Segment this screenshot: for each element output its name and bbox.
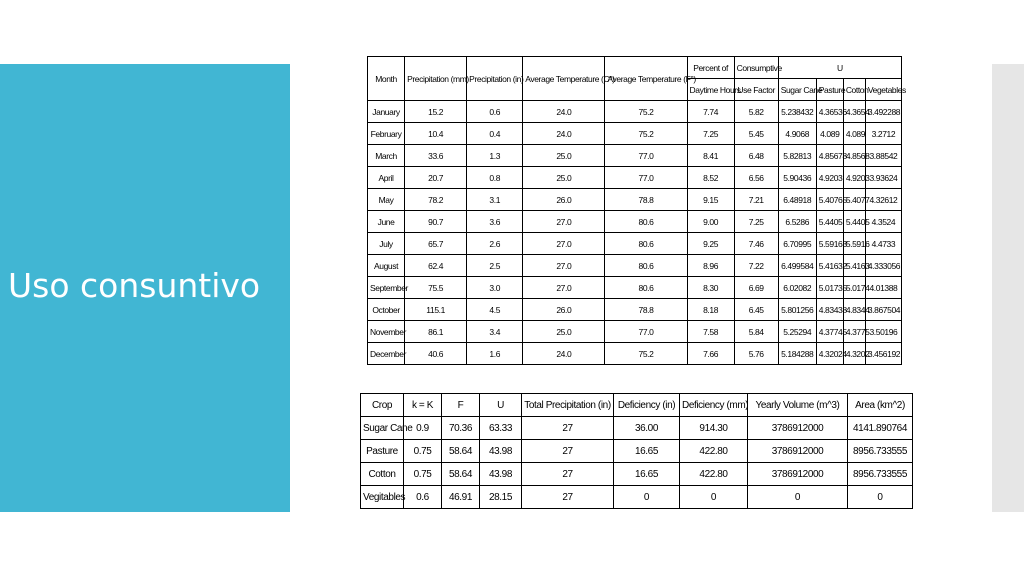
cell-u-pasture: 4.37745: [816, 321, 843, 343]
cell-u-sugar-cane: 6.499584: [778, 255, 816, 277]
table-row: [361, 440, 913, 463]
cell-precip-mm: 33.6: [405, 145, 467, 167]
cell-daytime-hours: 8.30: [687, 277, 734, 299]
cell-u-vegetables: 3.456192: [865, 343, 901, 365]
cell-temp-f: 75.2: [605, 343, 687, 365]
cell-daytime-hours: 8.52: [687, 167, 734, 189]
table-row: [368, 277, 902, 299]
header-f: F: [442, 394, 480, 417]
header-month: Month: [368, 57, 405, 101]
header-area: Area (km^2): [848, 394, 913, 417]
cell-daytime-hours: 7.58: [687, 321, 734, 343]
cell-u-cotton: 5.0174: [843, 277, 865, 299]
cell-temp-f: 77.0: [605, 167, 687, 189]
cell-deficiency-in: 36.00: [614, 417, 680, 440]
cell-u-sugar-cane: 6.5286: [778, 211, 816, 233]
cell-deficiency-mm: 422.80: [680, 463, 748, 486]
cell-u-cotton: 4.8344: [843, 299, 865, 321]
cell-total-precip: 27: [522, 417, 614, 440]
cell-daytime-hours: 8.41: [687, 145, 734, 167]
cell-precip-in: 3.0: [467, 277, 523, 299]
cell-total-precip: 27: [522, 463, 614, 486]
cell-deficiency-in: 16.65: [614, 440, 680, 463]
cell-precip-mm: 20.7: [405, 167, 467, 189]
header-u-sugar-cane: Sugar Cane: [778, 79, 816, 101]
cell-use-factor: 7.25: [734, 211, 778, 233]
header-deficiency-mm: Deficiency (mm): [680, 394, 748, 417]
cell-precip-in: 4.5: [467, 299, 523, 321]
header-factor-line1: Consumptive: [734, 57, 778, 79]
cell-u-vegetables: 4.333056: [865, 255, 901, 277]
cell-f: 70.36: [442, 417, 480, 440]
cell-u-pasture: 5.4405: [816, 211, 843, 233]
cell-precip-mm: 62.4: [405, 255, 467, 277]
cell-k: 0.6: [404, 486, 442, 509]
table-row: [368, 299, 902, 321]
cell-u-cotton: 5.4405: [843, 211, 865, 233]
cell-area: 4141.890764: [848, 417, 913, 440]
cell-u-sugar-cane: 5.801256: [778, 299, 816, 321]
monthly-table-body: [368, 101, 902, 365]
cell-precip-mm: 40.6: [405, 343, 467, 365]
header-crop: Crop: [361, 394, 404, 417]
cell-use-factor: 5.84: [734, 321, 778, 343]
cell-u-sugar-cane: 5.25294: [778, 321, 816, 343]
cell-precip-in: 2.5: [467, 255, 523, 277]
cell-deficiency-mm: 422.80: [680, 440, 748, 463]
cell-u-pasture: 5.01735: [816, 277, 843, 299]
header-precip-in: Precipitation (in): [467, 57, 523, 101]
cell-month: January: [368, 101, 405, 123]
cell-precip-mm: 65.7: [405, 233, 467, 255]
cell-yearly-volume: 3786912000: [748, 463, 848, 486]
cell-precip-mm: 78.2: [405, 189, 467, 211]
cell-month: October: [368, 299, 405, 321]
cell-month: March: [368, 145, 405, 167]
cell-area: 8956.733555: [848, 463, 913, 486]
header-deficiency-in: Deficiency (in): [614, 394, 680, 417]
cell-total-precip: 27: [522, 486, 614, 509]
cell-u-sugar-cane: 6.02082: [778, 277, 816, 299]
cell-use-factor: 7.22: [734, 255, 778, 277]
table-row: [368, 233, 902, 255]
cell-use-factor: 5.76: [734, 343, 778, 365]
cell-crop: Sugar Cane: [361, 417, 404, 440]
cell-use-factor: 6.56: [734, 167, 778, 189]
cell-k: 0.75: [404, 463, 442, 486]
cell-temp-f: 77.0: [605, 145, 687, 167]
cell-u-vegetables: 3.2712: [865, 123, 901, 145]
cell-month: September: [368, 277, 405, 299]
table-row: [368, 101, 902, 123]
cell-use-factor: 6.69: [734, 277, 778, 299]
cell-k: 0.75: [404, 440, 442, 463]
cell-u-pasture: 5.59163: [816, 233, 843, 255]
cell-crop: Vegitables: [361, 486, 404, 509]
cell-precip-in: 0.8: [467, 167, 523, 189]
cell-precip-mm: 10.4: [405, 123, 467, 145]
cell-u-sugar-cane: 6.48918: [778, 189, 816, 211]
cell-total-precip: 27: [522, 440, 614, 463]
cell-deficiency-mm: 914.30: [680, 417, 748, 440]
cell-u-sugar-cane: 5.82813: [778, 145, 816, 167]
cell-f: 46.91: [442, 486, 480, 509]
cell-temp-f: 80.6: [605, 255, 687, 277]
header-yearly-volume: Yearly Volume (m^3): [748, 394, 848, 417]
cell-temp-f: 78.8: [605, 299, 687, 321]
table-row: [361, 486, 913, 509]
cell-temp-c: 27.0: [523, 233, 605, 255]
header-factor-line2: Use Factor: [734, 79, 778, 101]
header-total-precip: Total Precipitation (in): [522, 394, 614, 417]
monthly-consumptive-use-table: [367, 56, 906, 365]
header-daytime-line2: Daytime Hours: [687, 79, 734, 101]
cell-u-pasture: 5.40765: [816, 189, 843, 211]
header-u-vegetables: Vegetables: [865, 79, 901, 101]
cell-u-cotton: 4.8568: [843, 145, 865, 167]
cell-precip-in: 1.3: [467, 145, 523, 167]
cell-u-sugar-cane: 4.9068: [778, 123, 816, 145]
cell-month: April: [368, 167, 405, 189]
cell-month: December: [368, 343, 405, 365]
table-row: [361, 463, 913, 486]
cell-temp-c: 25.0: [523, 167, 605, 189]
table-row: [368, 211, 902, 233]
cell-precip-mm: 15.2: [405, 101, 467, 123]
cell-deficiency-in: 16.65: [614, 463, 680, 486]
cell-u-pasture: 5.41632: [816, 255, 843, 277]
cell-crop: Cotton: [361, 463, 404, 486]
cell-yearly-volume: 3786912000: [748, 417, 848, 440]
cell-use-factor: 6.48: [734, 145, 778, 167]
cell-u-sugar-cane: 5.238432: [778, 101, 816, 123]
cell-u-cotton: 4.9203: [843, 167, 865, 189]
table-row: [368, 167, 902, 189]
cell-u-vegetables: 3.492288: [865, 101, 901, 123]
cell-temp-c: 27.0: [523, 255, 605, 277]
cell-precip-in: 3.4: [467, 321, 523, 343]
cell-u-sugar-cane: 6.70995: [778, 233, 816, 255]
cell-u-cotton: 5.4077: [843, 189, 865, 211]
table-row: [361, 417, 913, 440]
cell-precip-mm: 86.1: [405, 321, 467, 343]
cell-u-cotton: 4.3775: [843, 321, 865, 343]
cell-u-vegetables: 4.01388: [865, 277, 901, 299]
table-row: [368, 145, 902, 167]
cell-precip-mm: 90.7: [405, 211, 467, 233]
cell-temp-c: 25.0: [523, 145, 605, 167]
cell-daytime-hours: 9.00: [687, 211, 734, 233]
cell-temp-f: 80.6: [605, 233, 687, 255]
cell-temp-f: 75.2: [605, 101, 687, 123]
header-k: k = K: [404, 394, 442, 417]
header-temp-c: Average Temperature (C°): [523, 57, 605, 101]
cell-yearly-volume: 0: [748, 486, 848, 509]
cell-u-pasture: 4.9203: [816, 167, 843, 189]
cell-temp-f: 77.0: [605, 321, 687, 343]
header-u: U: [480, 394, 522, 417]
cell-temp-c: 24.0: [523, 101, 605, 123]
cell-temp-c: 25.0: [523, 321, 605, 343]
cell-daytime-hours: 7.66: [687, 343, 734, 365]
cell-u: 43.98: [480, 440, 522, 463]
cell-u-pasture: 4.36536: [816, 101, 843, 123]
cell-month: May: [368, 189, 405, 211]
header-daytime-line1: Percent of: [687, 57, 734, 79]
cell-use-factor: 5.82: [734, 101, 778, 123]
side-strip: [992, 64, 1024, 512]
cell-u-pasture: 4.32024: [816, 343, 843, 365]
cell-month: February: [368, 123, 405, 145]
cell-temp-f: 75.2: [605, 123, 687, 145]
cell-precip-mm: 115.1: [405, 299, 467, 321]
cell-u: 28.15: [480, 486, 522, 509]
cell-daytime-hours: 7.74: [687, 101, 734, 123]
cell-u-pasture: 4.089: [816, 123, 843, 145]
cell-u-vegetables: 3.88542: [865, 145, 901, 167]
cell-u-sugar-cane: 5.90436: [778, 167, 816, 189]
cell-precip-in: 0.6: [467, 101, 523, 123]
cell-f: 58.64: [442, 463, 480, 486]
cell-deficiency-mm: 0: [680, 486, 748, 509]
cell-use-factor: 5.45: [734, 123, 778, 145]
cell-u-sugar-cane: 5.184288: [778, 343, 816, 365]
cell-temp-c: 26.0: [523, 189, 605, 211]
cell-temp-c: 27.0: [523, 211, 605, 233]
cell-precip-in: 3.6: [467, 211, 523, 233]
cell-temp-c: 24.0: [523, 343, 605, 365]
cell-u-vegetables: 4.32612: [865, 189, 901, 211]
cell-f: 58.64: [442, 440, 480, 463]
cell-month: June: [368, 211, 405, 233]
cell-u-vegetables: 4.3524: [865, 211, 901, 233]
cell-daytime-hours: 9.15: [687, 189, 734, 211]
cell-precip-in: 0.4: [467, 123, 523, 145]
header-temp-f: Average Temperature (F°): [605, 57, 687, 101]
table-row: [368, 321, 902, 343]
cell-u-vegetables: 3.867504: [865, 299, 901, 321]
table-row: [368, 189, 902, 211]
header-u-group: U: [778, 57, 901, 79]
cell-temp-c: 24.0: [523, 123, 605, 145]
cell-precip-in: 2.6: [467, 233, 523, 255]
cell-u-pasture: 4.83438: [816, 299, 843, 321]
cell-crop: Pasture: [361, 440, 404, 463]
cell-daytime-hours: 7.25: [687, 123, 734, 145]
header-u-pasture: Pasture: [816, 79, 843, 101]
cell-use-factor: 6.45: [734, 299, 778, 321]
cell-u-vegetables: 4.4733: [865, 233, 901, 255]
cell-precip-in: 1.6: [467, 343, 523, 365]
cell-u-vegetables: 3.50196: [865, 321, 901, 343]
cell-area: 0: [848, 486, 913, 509]
header-u-cotton: Cotton: [843, 79, 865, 101]
cell-temp-f: 78.8: [605, 189, 687, 211]
cell-u-pasture: 4.85678: [816, 145, 843, 167]
cell-u-cotton: 5.4163: [843, 255, 865, 277]
crop-deficiency-table: [360, 393, 913, 509]
cell-month: November: [368, 321, 405, 343]
cell-temp-f: 80.6: [605, 211, 687, 233]
crop-table-body: [361, 417, 913, 509]
cell-u: 63.33: [480, 417, 522, 440]
cell-temp-f: 80.6: [605, 277, 687, 299]
cell-month: July: [368, 233, 405, 255]
cell-deficiency-in: 0: [614, 486, 680, 509]
cell-use-factor: 7.21: [734, 189, 778, 211]
slide-title: Uso consuntivo: [8, 266, 261, 305]
cell-daytime-hours: 8.18: [687, 299, 734, 321]
cell-temp-c: 27.0: [523, 277, 605, 299]
cell-area: 8956.733555: [848, 440, 913, 463]
cell-u: 43.98: [480, 463, 522, 486]
cell-u-cotton: 5.5916: [843, 233, 865, 255]
cell-temp-c: 26.0: [523, 299, 605, 321]
cell-yearly-volume: 3786912000: [748, 440, 848, 463]
cell-u-vegetables: 3.93624: [865, 167, 901, 189]
cell-u-cotton: 4.3654: [843, 101, 865, 123]
cell-precip-in: 3.1: [467, 189, 523, 211]
cell-u-cotton: 4.3202: [843, 343, 865, 365]
header-precip-mm: Precipitation (mm): [405, 57, 467, 101]
crop-table-header-row: [361, 394, 913, 417]
table-row: [368, 343, 902, 365]
cell-u-cotton: 4.089: [843, 123, 865, 145]
table-row: [368, 123, 902, 145]
cell-k: 0.9: [404, 417, 442, 440]
cell-precip-mm: 75.5: [405, 277, 467, 299]
cell-use-factor: 7.46: [734, 233, 778, 255]
table-row: [368, 255, 902, 277]
cell-daytime-hours: 8.96: [687, 255, 734, 277]
cell-daytime-hours: 9.25: [687, 233, 734, 255]
cell-month: August: [368, 255, 405, 277]
